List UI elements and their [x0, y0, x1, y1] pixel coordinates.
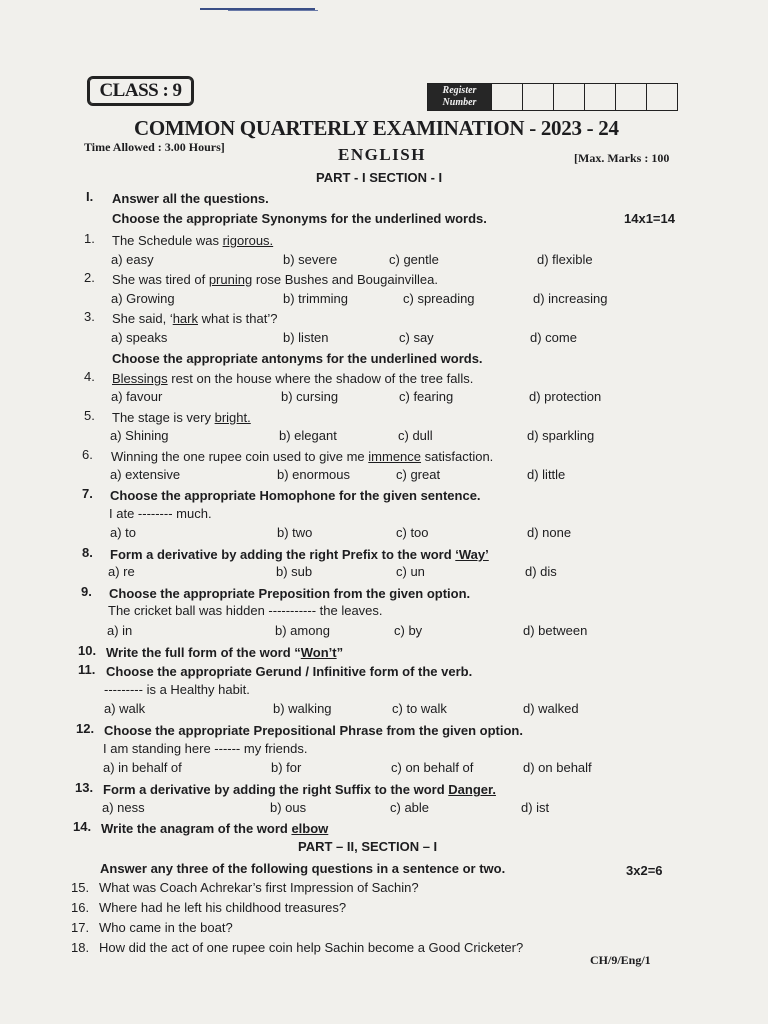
question-text: [109, 586, 470, 601]
question-text-post: satisfaction.: [421, 449, 494, 464]
option-c: c) on behalf of: [391, 760, 474, 775]
option-c: c) spreading: [403, 291, 475, 306]
question-number: 15.: [71, 880, 90, 895]
question-blank-sentence: I am standing here ------ my friends.: [103, 741, 308, 756]
subject-heading: ENGLISH: [338, 145, 426, 164]
question-number: 12.: [76, 721, 95, 736]
question-text: [103, 782, 496, 797]
option-c: c) un: [396, 564, 425, 579]
question-text: [112, 371, 473, 386]
question-text-pre: Choose the appropriate Prepositional Phrase from the given option.: [104, 723, 523, 738]
option-a: a) walk: [104, 701, 146, 716]
question-text-pre: The Schedule was: [112, 233, 223, 248]
register-digit-cell[interactable]: [491, 84, 522, 110]
option-d: d) increasing: [533, 291, 608, 306]
page-code: CH/9/Eng/1: [590, 953, 651, 967]
option-d: d) on behalf: [523, 760, 592, 775]
option-a: a) speaks: [111, 330, 168, 345]
option-c: c) gentle: [389, 252, 439, 267]
underlined-word: Danger.: [448, 782, 496, 797]
question-number: 8.: [82, 545, 93, 560]
question-text-pre: Winning the one rupee coin used to give me: [111, 449, 369, 464]
question-text-post: ”: [336, 645, 344, 660]
option-a: a) in behalf of: [103, 760, 182, 775]
part1-marks: 14x1=14: [624, 211, 675, 226]
max-marks: [Max. Marks : 100: [574, 151, 670, 165]
question-text-pre: Form a derivative by adding the right Suffix to the word: [103, 782, 449, 797]
roman-numeral: I.: [86, 189, 94, 204]
option-c: c) to walk: [392, 701, 447, 716]
option-d: d) walked: [523, 701, 579, 716]
option-d: d) ist: [521, 800, 550, 815]
underlined-word: elbow: [291, 821, 329, 836]
option-a: a) favour: [111, 389, 163, 404]
option-b: b) enormous: [277, 467, 350, 482]
register-number-label: [428, 84, 491, 110]
underlined-word: Won’t: [300, 645, 337, 660]
question-text: [110, 547, 489, 562]
question-blank-sentence: --------- is a Healthy habit.: [104, 682, 250, 697]
part1-instruction: Answer all the questions.: [112, 191, 269, 206]
option-b: b) listen: [283, 330, 329, 345]
underlined-word: immence: [368, 449, 422, 464]
underlined-word: rigorous.: [222, 233, 274, 248]
option-c: c) say: [399, 330, 434, 345]
question-text: [112, 410, 251, 425]
question-text-pre: Choose the appropriate Preposition from the given option.: [109, 586, 471, 601]
question-number: 3.: [84, 309, 95, 324]
question-text-pre: She was tired of: [112, 272, 209, 287]
register-number-box: [427, 83, 678, 111]
underlined-word: hark: [172, 311, 198, 326]
question-blank-sentence: The cricket ball was hidden ----------- the leaves.: [108, 603, 383, 618]
question-text-pre: The stage is very: [112, 410, 215, 425]
option-c: c) too: [396, 525, 429, 540]
question-number: 4.: [84, 369, 95, 384]
option-b: b) for: [271, 760, 302, 775]
option-c: c) dull: [398, 428, 433, 443]
question-text: How did the act of one rupee coin help Sachin become a Good Cricketer?: [99, 940, 524, 955]
underlined-word: pruning: [208, 272, 253, 287]
question-number: 1.: [84, 231, 95, 246]
underlined-word: bright.: [214, 410, 251, 425]
part1-sub-instruction: Choose the appropriate Synonyms for the underlined words.: [112, 211, 487, 226]
underlined-word: ‘Way’: [455, 547, 489, 562]
option-d: d) come: [530, 330, 577, 345]
option-b: b) two: [277, 525, 313, 540]
question-text: Who came in the boat?: [99, 920, 233, 935]
option-b: b) severe: [283, 252, 338, 267]
question-number: 10.: [78, 643, 97, 658]
question-number: 9.: [81, 584, 92, 599]
top-scan-mark-2: [228, 10, 318, 11]
question-text-post: rest on the house where the shadow of the tree falls.: [167, 371, 474, 386]
option-c: c) by: [394, 623, 423, 638]
class-badge: CLASS : 9: [87, 76, 194, 106]
question-text-pre: Write the anagram of the word: [101, 821, 292, 836]
register-label-line2: Number: [442, 97, 477, 108]
question-text: [112, 233, 273, 248]
part2-marks: 3x2=6: [626, 863, 663, 878]
question-text-pre: Choose the appropriate antonyms for the underlined words.: [112, 351, 483, 366]
question-text: Where had he left his childhood treasures?: [99, 900, 347, 915]
option-b: b) walking: [273, 701, 332, 716]
option-d: d) protection: [529, 389, 602, 404]
register-digit-cell[interactable]: [646, 84, 677, 110]
question-text: [112, 351, 483, 366]
question-number: 7.: [82, 486, 93, 501]
question-text: [111, 449, 493, 464]
question-text: [112, 272, 438, 287]
question-number: 2.: [84, 270, 95, 285]
exam-title: COMMON QUARTERLY EXAMINATION - 2023 - 24: [134, 116, 619, 140]
option-c: c) able: [390, 800, 430, 815]
option-d: d) little: [527, 467, 566, 482]
option-b: b) sub: [276, 564, 313, 579]
part1-heading: PART - I SECTION - I: [316, 170, 443, 185]
question-text-pre: Choose the appropriate Homophone for the given sentence.: [110, 488, 481, 503]
option-d: d) none: [527, 525, 572, 540]
option-b: b) trimming: [283, 291, 349, 306]
option-b: b) elegant: [279, 428, 337, 443]
register-label-line1: Register: [442, 85, 477, 96]
part2-instruction: Answer any three of the following questions in a sentence or two.: [100, 861, 506, 876]
question-text-pre: Form a derivative by adding the right Prefix to the word: [110, 547, 456, 562]
time-allowed: Time Allowed : 3.00 Hours]: [84, 140, 225, 154]
question-text-post: rose Bushes and Bougainvillea.: [252, 272, 438, 287]
question-text: [112, 311, 278, 326]
option-d: d) sparkling: [527, 428, 595, 443]
option-a: a) to: [110, 525, 137, 540]
option-a: a) ness: [102, 800, 145, 815]
part2-heading: PART – II, SECTION – I: [298, 839, 438, 854]
question-text: [106, 645, 343, 660]
register-digit-cell[interactable]: [584, 84, 615, 110]
question-number: 16.: [71, 900, 90, 915]
question-text: [104, 723, 523, 738]
question-blank-sentence: I ate -------- much.: [109, 506, 212, 521]
option-a: a) extensive: [110, 467, 181, 482]
option-d: d) between: [523, 623, 588, 638]
option-a: a) Shining: [110, 428, 169, 443]
underlined-word: Blessings: [112, 371, 168, 386]
register-digit-cell[interactable]: [615, 84, 646, 110]
option-c: c) fearing: [399, 389, 454, 404]
question-text: [101, 821, 328, 836]
question-text: [110, 488, 481, 503]
option-b: b) among: [275, 623, 330, 638]
question-text: What was Coach Achrekar’s first Impression of Sachin?: [99, 880, 419, 895]
option-d: d) flexible: [537, 252, 593, 267]
option-a: a) in: [107, 623, 133, 638]
option-d: d) dis: [525, 564, 557, 579]
question-number: 18.: [71, 940, 90, 955]
question-number: 17.: [71, 920, 90, 935]
question-number: 13.: [75, 780, 94, 795]
question-number: 11.: [78, 662, 96, 677]
option-a: a) re: [108, 564, 135, 579]
option-b: b) ous: [270, 800, 307, 815]
question-text-pre: She said, ‘: [112, 311, 173, 326]
register-digit-cell[interactable]: [522, 84, 553, 110]
question-number: 6.: [82, 447, 93, 462]
question-text-pre: Choose the appropriate Gerund / Infinitive form of the verb.: [106, 664, 473, 679]
question-text: [106, 664, 472, 679]
option-a: a) easy: [111, 252, 154, 267]
option-c: c) great: [396, 467, 441, 482]
option-a: a) Growing: [111, 291, 175, 306]
option-b: b) cursing: [281, 389, 339, 404]
question-number: 14.: [73, 819, 92, 834]
register-digit-cell[interactable]: [553, 84, 584, 110]
question-text-post: what is that’?: [198, 311, 278, 326]
question-text-pre: Write the full form of the word “: [106, 645, 301, 660]
question-number: 5.: [84, 408, 95, 423]
